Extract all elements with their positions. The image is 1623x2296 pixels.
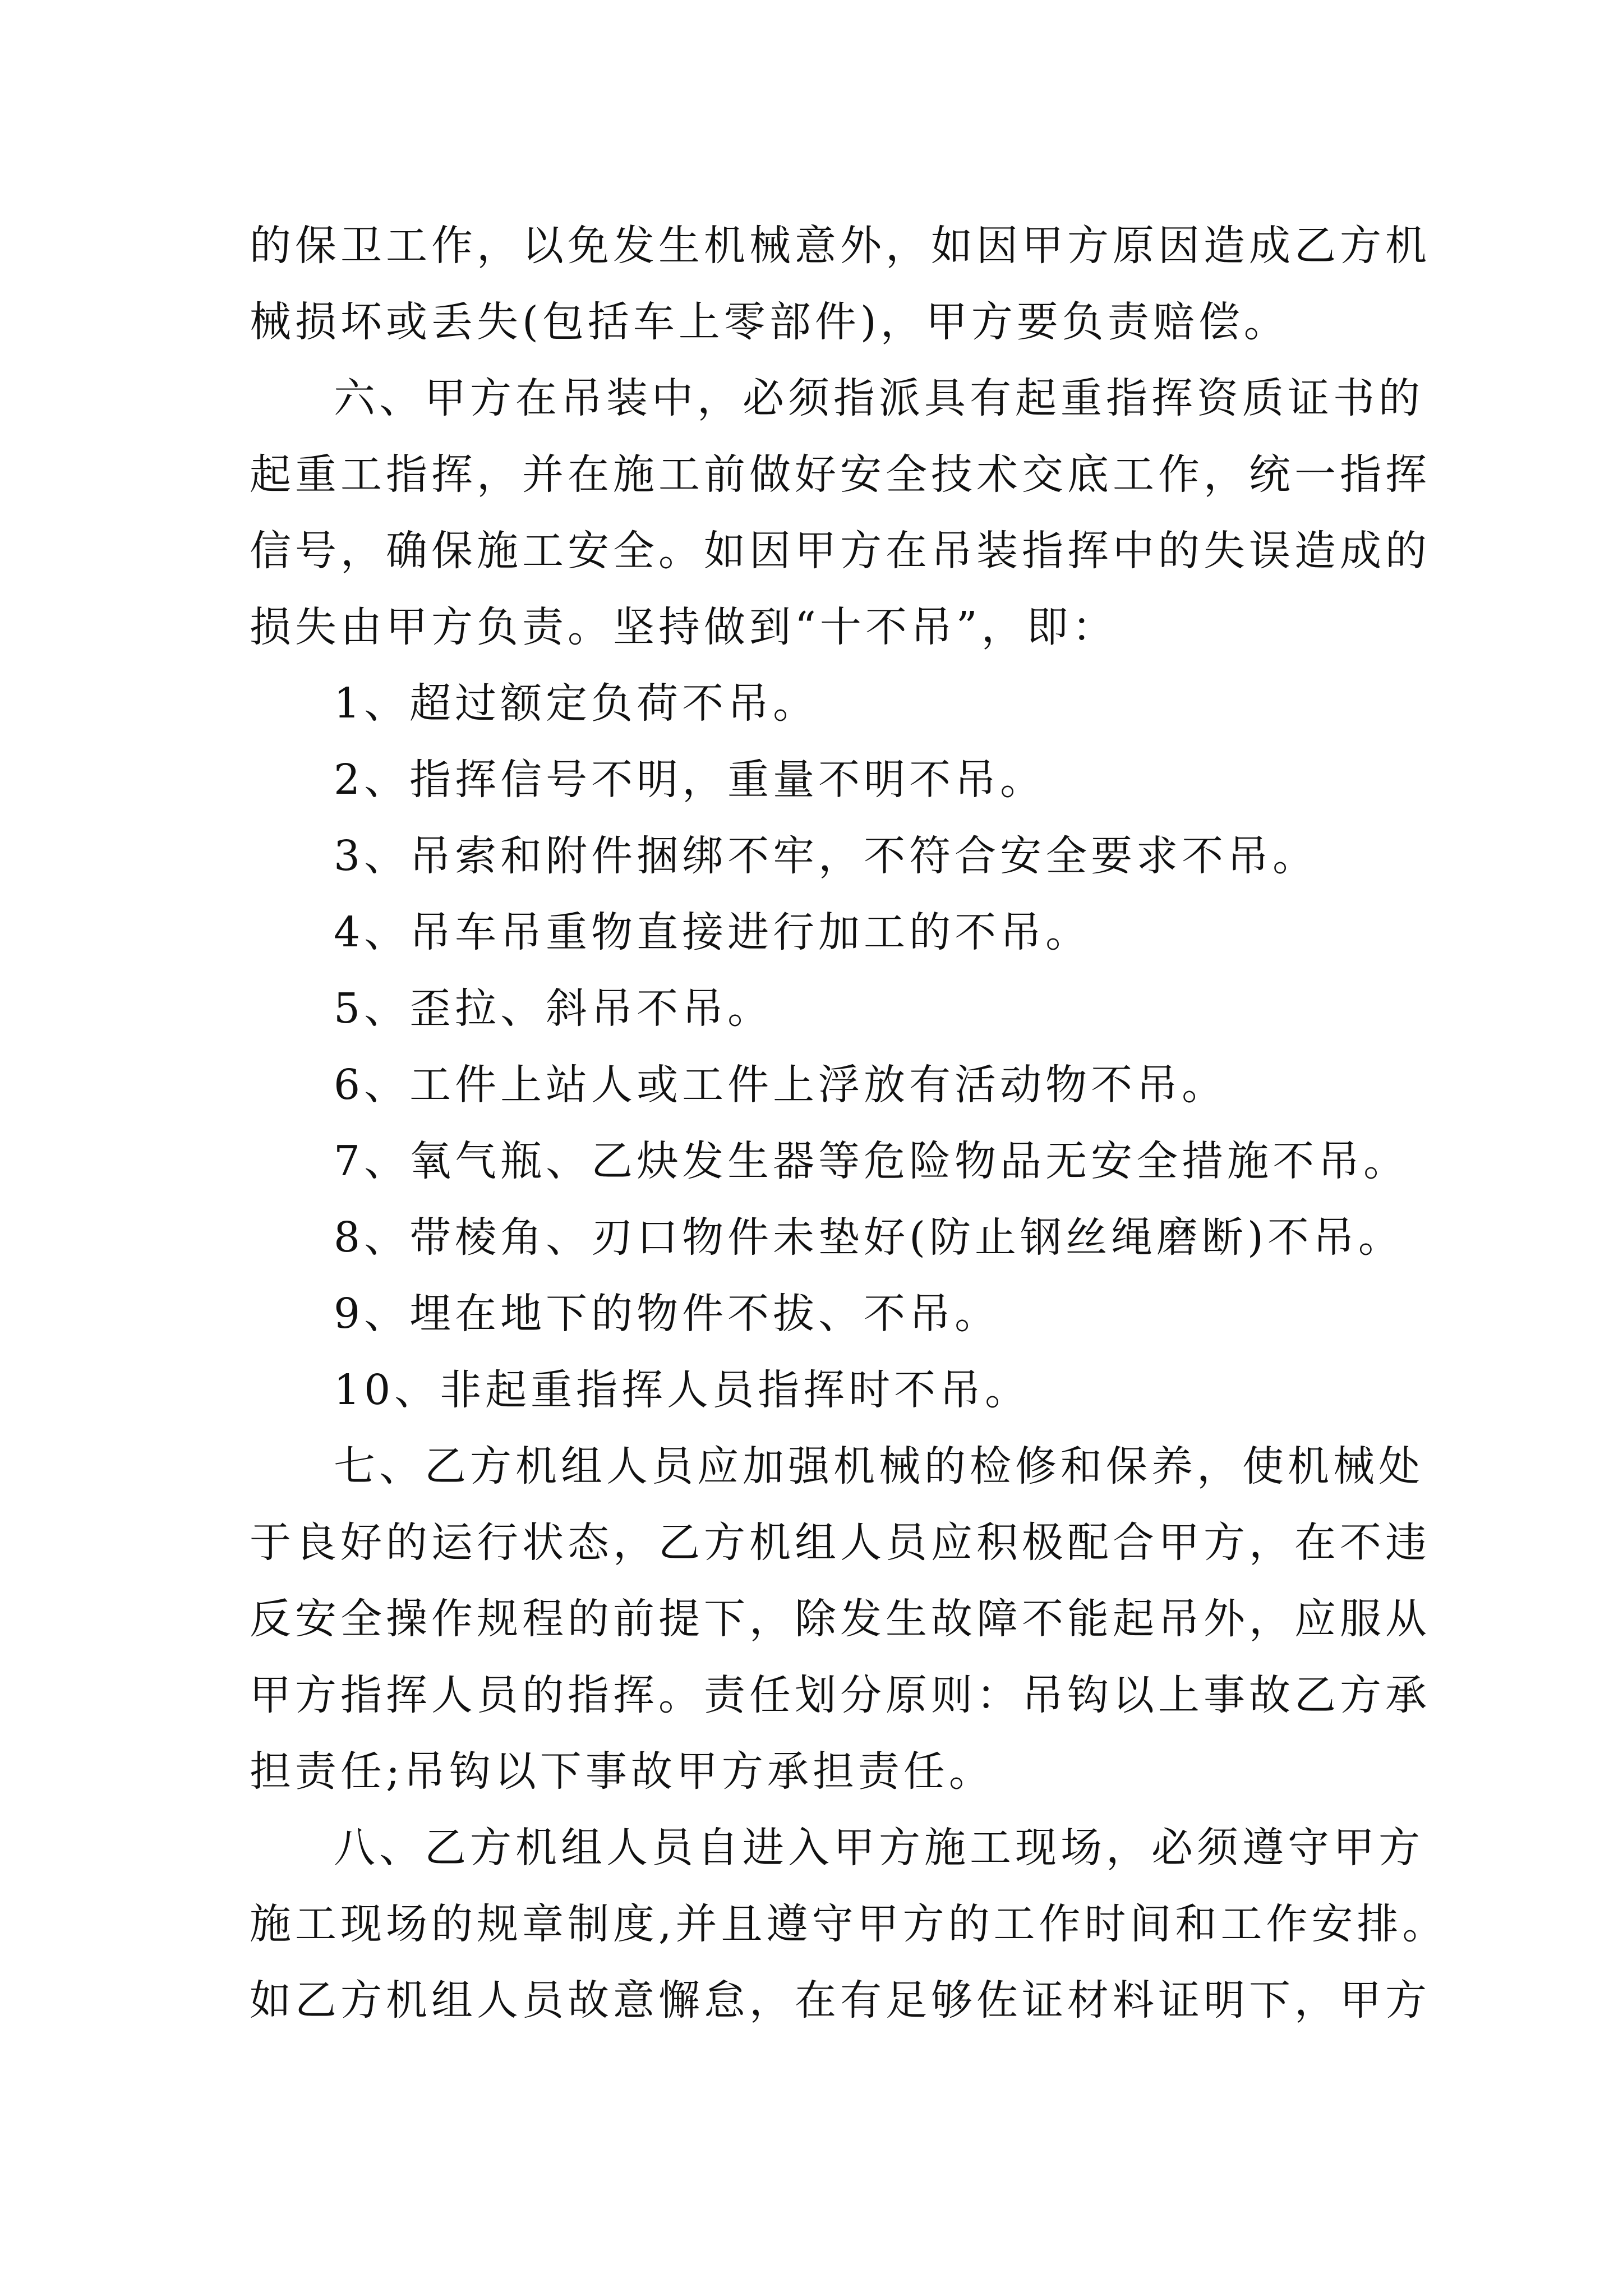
- text-line: 担责任;吊钩以下事故甲方承担责任。: [250, 1747, 994, 1796]
- text-line: 甲方指挥人员的指挥。责任划分原则：吊钩以上事故乙方承: [250, 1671, 1431, 1719]
- text-line: 的保卫工作，以免发生机械意外，如因甲方原因造成乙方机: [250, 222, 1431, 270]
- text-line: 械损坏或丢失(包括车上零部件)，甲方要负责赔偿。: [250, 298, 1289, 346]
- text-line: 起重工指挥，并在施工前做好安全技术交底工作，统一指挥: [250, 450, 1431, 499]
- text-line: 10、非起重指挥人员指挥时不吊。: [334, 1366, 1031, 1414]
- text-line: 2、指挥信号不明，重量不明不吊。: [334, 756, 1046, 804]
- text-line: 如乙方机组人员故意懈怠，在有足够佐证材料证明下，甲方: [250, 1976, 1431, 2024]
- text-line: 于良好的运行状态，乙方机组人员应积极配合甲方，在不违: [250, 1519, 1431, 1567]
- text-line: 反安全操作规程的前提下，除发生故障不能起吊外，应服从: [250, 1595, 1431, 1643]
- text-line: 8、带棱角、刃口物件未垫好(防止钢丝绳磨断)不吊。: [334, 1213, 1404, 1262]
- text-line: 施工现场的规章制度,并且遵守甲方的工作时间和工作安排。: [250, 1900, 1448, 1948]
- text-line: 八、乙方机组人员自进入甲方施工现场，必须遵守甲方: [334, 1824, 1424, 1872]
- text-line: 5、歪拉、斜吊不吊。: [334, 984, 773, 1033]
- text-line: 6、工件上站人或工件上浮放有活动物不吊。: [334, 1061, 1228, 1109]
- document-body: [250, 208, 1448, 2039]
- text-line: 信号，确保施工安全。如因甲方在吊装指挥中的失误造成的: [250, 527, 1431, 575]
- text-line: 7、氧气瓶、乙炔发生器等危险物品无安全措施不吊。: [334, 1137, 1409, 1185]
- text-line: 4、吊车吊重物直接进行加工的不吊。: [334, 908, 1091, 956]
- text-line: 3、吊索和附件捆绑不牢，不符合安全要求不吊。: [334, 832, 1318, 880]
- text-line: 六、甲方在吊装中，必须指派具有起重指挥资质证书的: [334, 374, 1424, 422]
- text-line: 1、超过额定负荷不吊。: [334, 679, 819, 728]
- text-line: 七、乙方机组人员应加强机械的检修和保养，使机械处: [334, 1442, 1424, 1490]
- text-line: 9、埋在地下的物件不拔、不吊。: [334, 1290, 1000, 1338]
- text-line: 损失由甲方负责。坚持做到“十不吊”，即：: [250, 603, 1118, 651]
